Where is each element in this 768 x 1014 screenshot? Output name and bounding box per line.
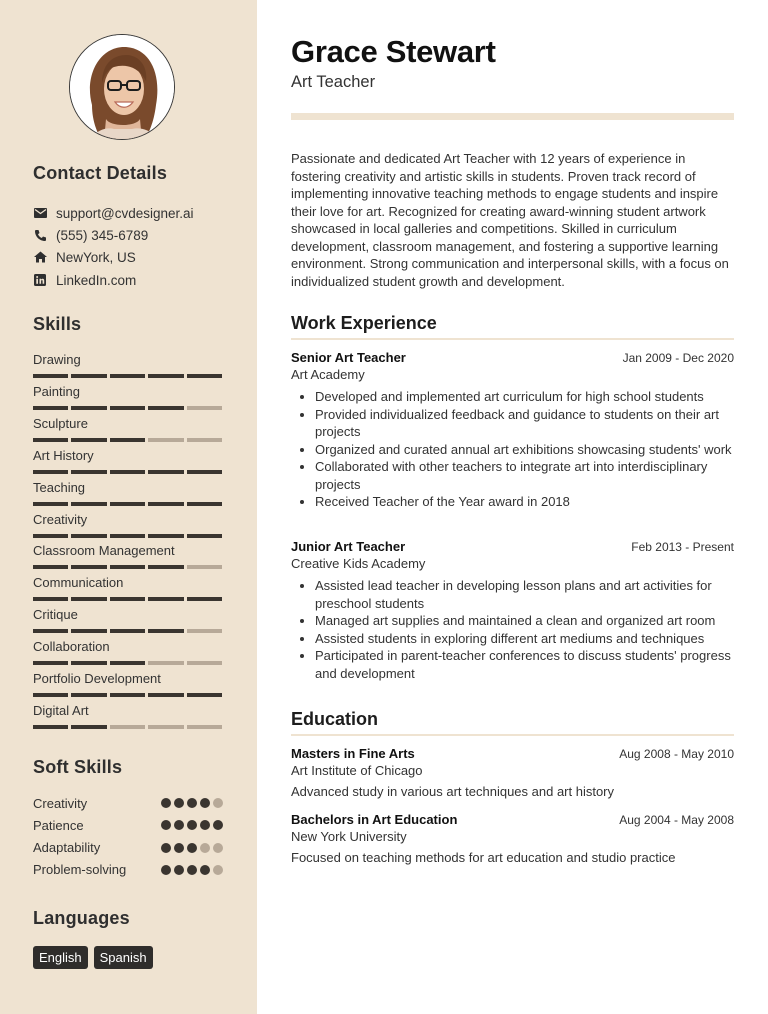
- soft-skill-item: [33, 817, 223, 833]
- skill-level-segment: [33, 693, 68, 697]
- contact-email-text: support@cvdesigner.ai: [56, 205, 194, 221]
- education-heading: Education: [291, 709, 379, 729]
- linkedin-icon: [33, 273, 47, 287]
- skill-level-segment: [187, 629, 222, 633]
- skill-name: Communication: [33, 575, 124, 591]
- skills-heading: Skills: [33, 314, 82, 334]
- sidebar: [0, 0, 257, 1014]
- job-bullet: • Provided individualized feedback and guidance to students on their art projects: [315, 406, 734, 441]
- skill-name: Digital Art: [33, 702, 89, 718]
- skill-item: [33, 384, 223, 410]
- job-role: Senior Art Teacher: [291, 350, 406, 365]
- contact-email[interactable]: [33, 204, 194, 222]
- rating-dot: [161, 820, 171, 830]
- skill-name: Critique: [33, 607, 78, 623]
- contact-phone-text: (555) 345-6789: [56, 227, 149, 243]
- job-bullet: • Participated in parent-teacher conferences to discuss students' progress and development: [315, 647, 734, 682]
- rating-dot: [200, 798, 210, 808]
- work-experience-heading: Work Experience: [291, 313, 437, 333]
- skill-level-segment: [33, 406, 68, 410]
- skill-level-segment: [33, 502, 68, 506]
- skill-level-segment: [110, 565, 145, 569]
- skill-level-bar: [33, 661, 223, 665]
- job-bullets: [291, 577, 734, 682]
- skill-level-segment: [33, 725, 68, 729]
- profile-photo: [69, 34, 175, 140]
- envelope-icon: [33, 206, 47, 220]
- skill-item: [33, 512, 223, 538]
- skill-level-segment: [148, 661, 183, 665]
- skill-level-segment: [187, 693, 222, 697]
- soft-skill-name: Creativity: [33, 795, 88, 811]
- soft-skill-name: Patience: [33, 817, 84, 833]
- language-badge: Spanish: [94, 946, 153, 969]
- section-divider: [291, 338, 734, 340]
- skill-level-segment: [33, 374, 68, 378]
- person-name: Grace Stewart: [291, 34, 496, 69]
- skill-level-segment: [71, 629, 106, 633]
- rating-dot: [187, 865, 197, 875]
- skill-level-segment: [110, 438, 145, 442]
- rating-dot: [161, 843, 171, 853]
- skill-level-segment: [148, 597, 183, 601]
- skill-level-segment: [110, 470, 145, 474]
- skill-level-bar: [33, 406, 223, 410]
- skill-level-segment: [187, 661, 222, 665]
- skill-level-bar: [33, 693, 223, 697]
- skill-level-segment: [33, 438, 68, 442]
- skill-level-segment: [110, 629, 145, 633]
- contact-heading: Contact Details: [33, 163, 168, 183]
- skill-level-segment: [148, 565, 183, 569]
- skill-name: Portfolio Development: [33, 671, 161, 686]
- rating-dot: [161, 798, 171, 808]
- soft-skill-rating: [161, 865, 223, 875]
- rating-dot: [200, 865, 210, 875]
- skill-name: Creativity: [33, 511, 88, 527]
- soft-skill-rating: [161, 798, 223, 808]
- job-bullets: [291, 388, 734, 511]
- languages-heading: Languages: [33, 908, 130, 928]
- skill-level-segment: [187, 502, 222, 506]
- rating-dot: [174, 865, 184, 875]
- skill-item: [33, 543, 223, 569]
- skill-level-segment: [187, 470, 222, 474]
- skill-level-segment: [71, 470, 106, 474]
- languages-list: [33, 946, 153, 969]
- language-badge: English: [33, 946, 88, 969]
- skill-level-segment: [110, 661, 145, 665]
- skill-name: Drawing: [33, 352, 81, 367]
- skill-level-segment: [110, 725, 145, 729]
- skill-level-segment: [187, 565, 222, 569]
- skill-level-segment: [71, 725, 106, 729]
- skill-item: [33, 480, 223, 506]
- skill-name: Painting: [33, 383, 80, 399]
- home-icon: [33, 250, 47, 264]
- skill-level-bar: [33, 470, 223, 474]
- skill-level-segment: [148, 534, 183, 538]
- job-bullet: • Assisted lead teacher in developing lesson plans and art activities for preschool students: [315, 577, 734, 612]
- soft-skill-item: [33, 862, 223, 878]
- job-bullet: • Received Teacher of the Year award in 2018: [315, 493, 734, 511]
- skill-level-segment: [71, 406, 106, 410]
- contact-location-text: NewYork, US: [56, 249, 136, 265]
- skill-level-segment: [148, 406, 183, 410]
- skill-level-segment: [148, 470, 183, 474]
- skill-level-segment: [148, 629, 183, 633]
- skill-name: Teaching: [33, 479, 86, 495]
- contact-location: [33, 248, 136, 266]
- skill-item: [33, 575, 223, 601]
- job-dates: Feb 2013 - Present: [631, 540, 734, 554]
- education-description: Focused on teaching methods for art education and studio practice: [291, 850, 676, 865]
- skill-level-segment: [71, 565, 106, 569]
- skill-item: [33, 416, 223, 442]
- education-dates: Aug 2008 - May 2010: [619, 747, 734, 761]
- contact-phone[interactable]: [33, 226, 148, 244]
- rating-dot: [187, 820, 197, 830]
- skill-level-segment: [148, 438, 183, 442]
- skill-level-segment: [110, 534, 145, 538]
- rating-dot: [213, 865, 223, 875]
- skill-level-bar: [33, 565, 223, 569]
- rating-dot: [213, 798, 223, 808]
- skill-level-segment: [110, 597, 145, 601]
- skill-level-segment: [71, 597, 106, 601]
- skill-level-segment: [71, 534, 106, 538]
- rating-dot: [187, 798, 197, 808]
- skill-level-segment: [33, 597, 68, 601]
- rating-dot: [174, 798, 184, 808]
- skill-level-segment: [187, 534, 222, 538]
- section-divider: [291, 734, 734, 736]
- skill-item: [33, 671, 223, 697]
- education-degree: Bachelors in Art Education: [291, 812, 458, 827]
- job-bullet: • Managed art supplies and maintained a clean and organized art room: [315, 612, 734, 630]
- skill-level-segment: [33, 470, 68, 474]
- skill-level-segment: [148, 725, 183, 729]
- rating-dot: [213, 843, 223, 853]
- job-bullet: • Developed and implemented art curriculum for high school students: [315, 388, 734, 406]
- soft-skill-rating: [161, 820, 223, 830]
- skill-level-segment: [71, 502, 106, 506]
- soft-skills-heading: Soft Skills: [33, 757, 123, 777]
- education-degree: Masters in Fine Arts: [291, 746, 415, 761]
- skill-level-segment: [71, 661, 106, 665]
- skill-level-segment: [187, 725, 222, 729]
- phone-icon: [33, 228, 47, 242]
- skill-level-segment: [33, 629, 68, 633]
- person-title: Art Teacher: [291, 73, 376, 91]
- rating-dot: [174, 843, 184, 853]
- skill-level-segment: [33, 534, 68, 538]
- education-school: Art Institute of Chicago: [291, 763, 423, 778]
- skill-name: Classroom Management: [33, 543, 175, 559]
- education-description: Advanced study in various art techniques and art history: [291, 784, 615, 799]
- skill-level-bar: [33, 502, 223, 506]
- skill-item: [33, 448, 223, 474]
- skill-name: Art History: [33, 447, 94, 463]
- job-bullet: • Organized and curated annual art exhibitions showcasing students' work: [315, 441, 734, 459]
- rating-dot: [200, 843, 210, 853]
- skill-level-segment: [33, 661, 68, 665]
- skill-level-bar: [33, 374, 223, 378]
- main-content: [257, 0, 768, 1014]
- skill-item: [33, 607, 223, 633]
- job-organization: Art Academy: [291, 367, 365, 382]
- rating-dot: [187, 843, 197, 853]
- education-entry: [291, 812, 734, 865]
- skill-item: [33, 703, 223, 729]
- skill-level-segment: [187, 597, 222, 601]
- job-entry: [291, 350, 734, 511]
- skill-level-segment: [110, 693, 145, 697]
- skill-level-segment: [110, 502, 145, 506]
- skill-item: [33, 352, 223, 378]
- soft-skill-item: [33, 840, 223, 856]
- job-bullet: • Assisted students in exploring different art mediums and techniques: [315, 630, 734, 648]
- soft-skill-item: [33, 795, 223, 811]
- skill-level-segment: [187, 406, 222, 410]
- skill-name: Sculpture: [33, 415, 88, 431]
- job-bullet: • Collaborated with other teachers to integrate art into interdisciplinary projects: [315, 458, 734, 493]
- skill-level-segment: [71, 374, 106, 378]
- contact-linkedin-text: LinkedIn.com: [56, 272, 137, 288]
- job-role: Junior Art Teacher: [291, 539, 406, 554]
- rating-dot: [174, 820, 184, 830]
- skill-level-segment: [33, 565, 68, 569]
- skill-level-bar: [33, 725, 223, 729]
- summary-paragraph: Passionate and dedicated Art Teacher with 12 years of experience in fostering creativity and artistic skills in students. Proven track record of implementing innovative teaching methods to engage students and inspire their love for art. Recognized for creating award-winning student artwork showcased in local galleries and competitions. Skilled in curriculum development, classroom management, and fostering a supportive learning environment. Strong communication and interpersonal skills, with a focus on individualized student growth and development.: [291, 151, 729, 289]
- skill-level-bar: [33, 438, 223, 442]
- skill-level-segment: [148, 693, 183, 697]
- skill-level-segment: [71, 438, 106, 442]
- rating-dot: [200, 820, 210, 830]
- skill-name: Collaboration: [33, 639, 110, 655]
- skill-level-segment: [187, 374, 222, 378]
- job-entry: [291, 539, 734, 682]
- soft-skill-name: Problem-solving: [33, 862, 127, 878]
- skill-level-segment: [148, 374, 183, 378]
- soft-skill-rating: [161, 843, 223, 853]
- header-divider: [291, 113, 734, 120]
- education-entry: [291, 746, 734, 799]
- skill-level-bar: [33, 629, 223, 633]
- skill-item: [33, 639, 223, 665]
- job-dates: Jan 2009 - Dec 2020: [622, 351, 734, 365]
- skill-level-bar: [33, 597, 223, 601]
- education-dates: Aug 2004 - May 2008: [619, 813, 734, 827]
- skill-level-segment: [110, 406, 145, 410]
- skill-level-segment: [187, 438, 222, 442]
- skill-level-bar: [33, 534, 223, 538]
- contact-linkedin[interactable]: [33, 271, 136, 289]
- skill-level-segment: [148, 502, 183, 506]
- skill-level-segment: [71, 693, 106, 697]
- rating-dot: [213, 820, 223, 830]
- education-school: New York University: [291, 829, 407, 844]
- rating-dot: [161, 865, 171, 875]
- soft-skill-name: Adaptability: [33, 840, 101, 856]
- skill-level-segment: [110, 374, 145, 378]
- job-organization: Creative Kids Academy: [291, 556, 426, 571]
